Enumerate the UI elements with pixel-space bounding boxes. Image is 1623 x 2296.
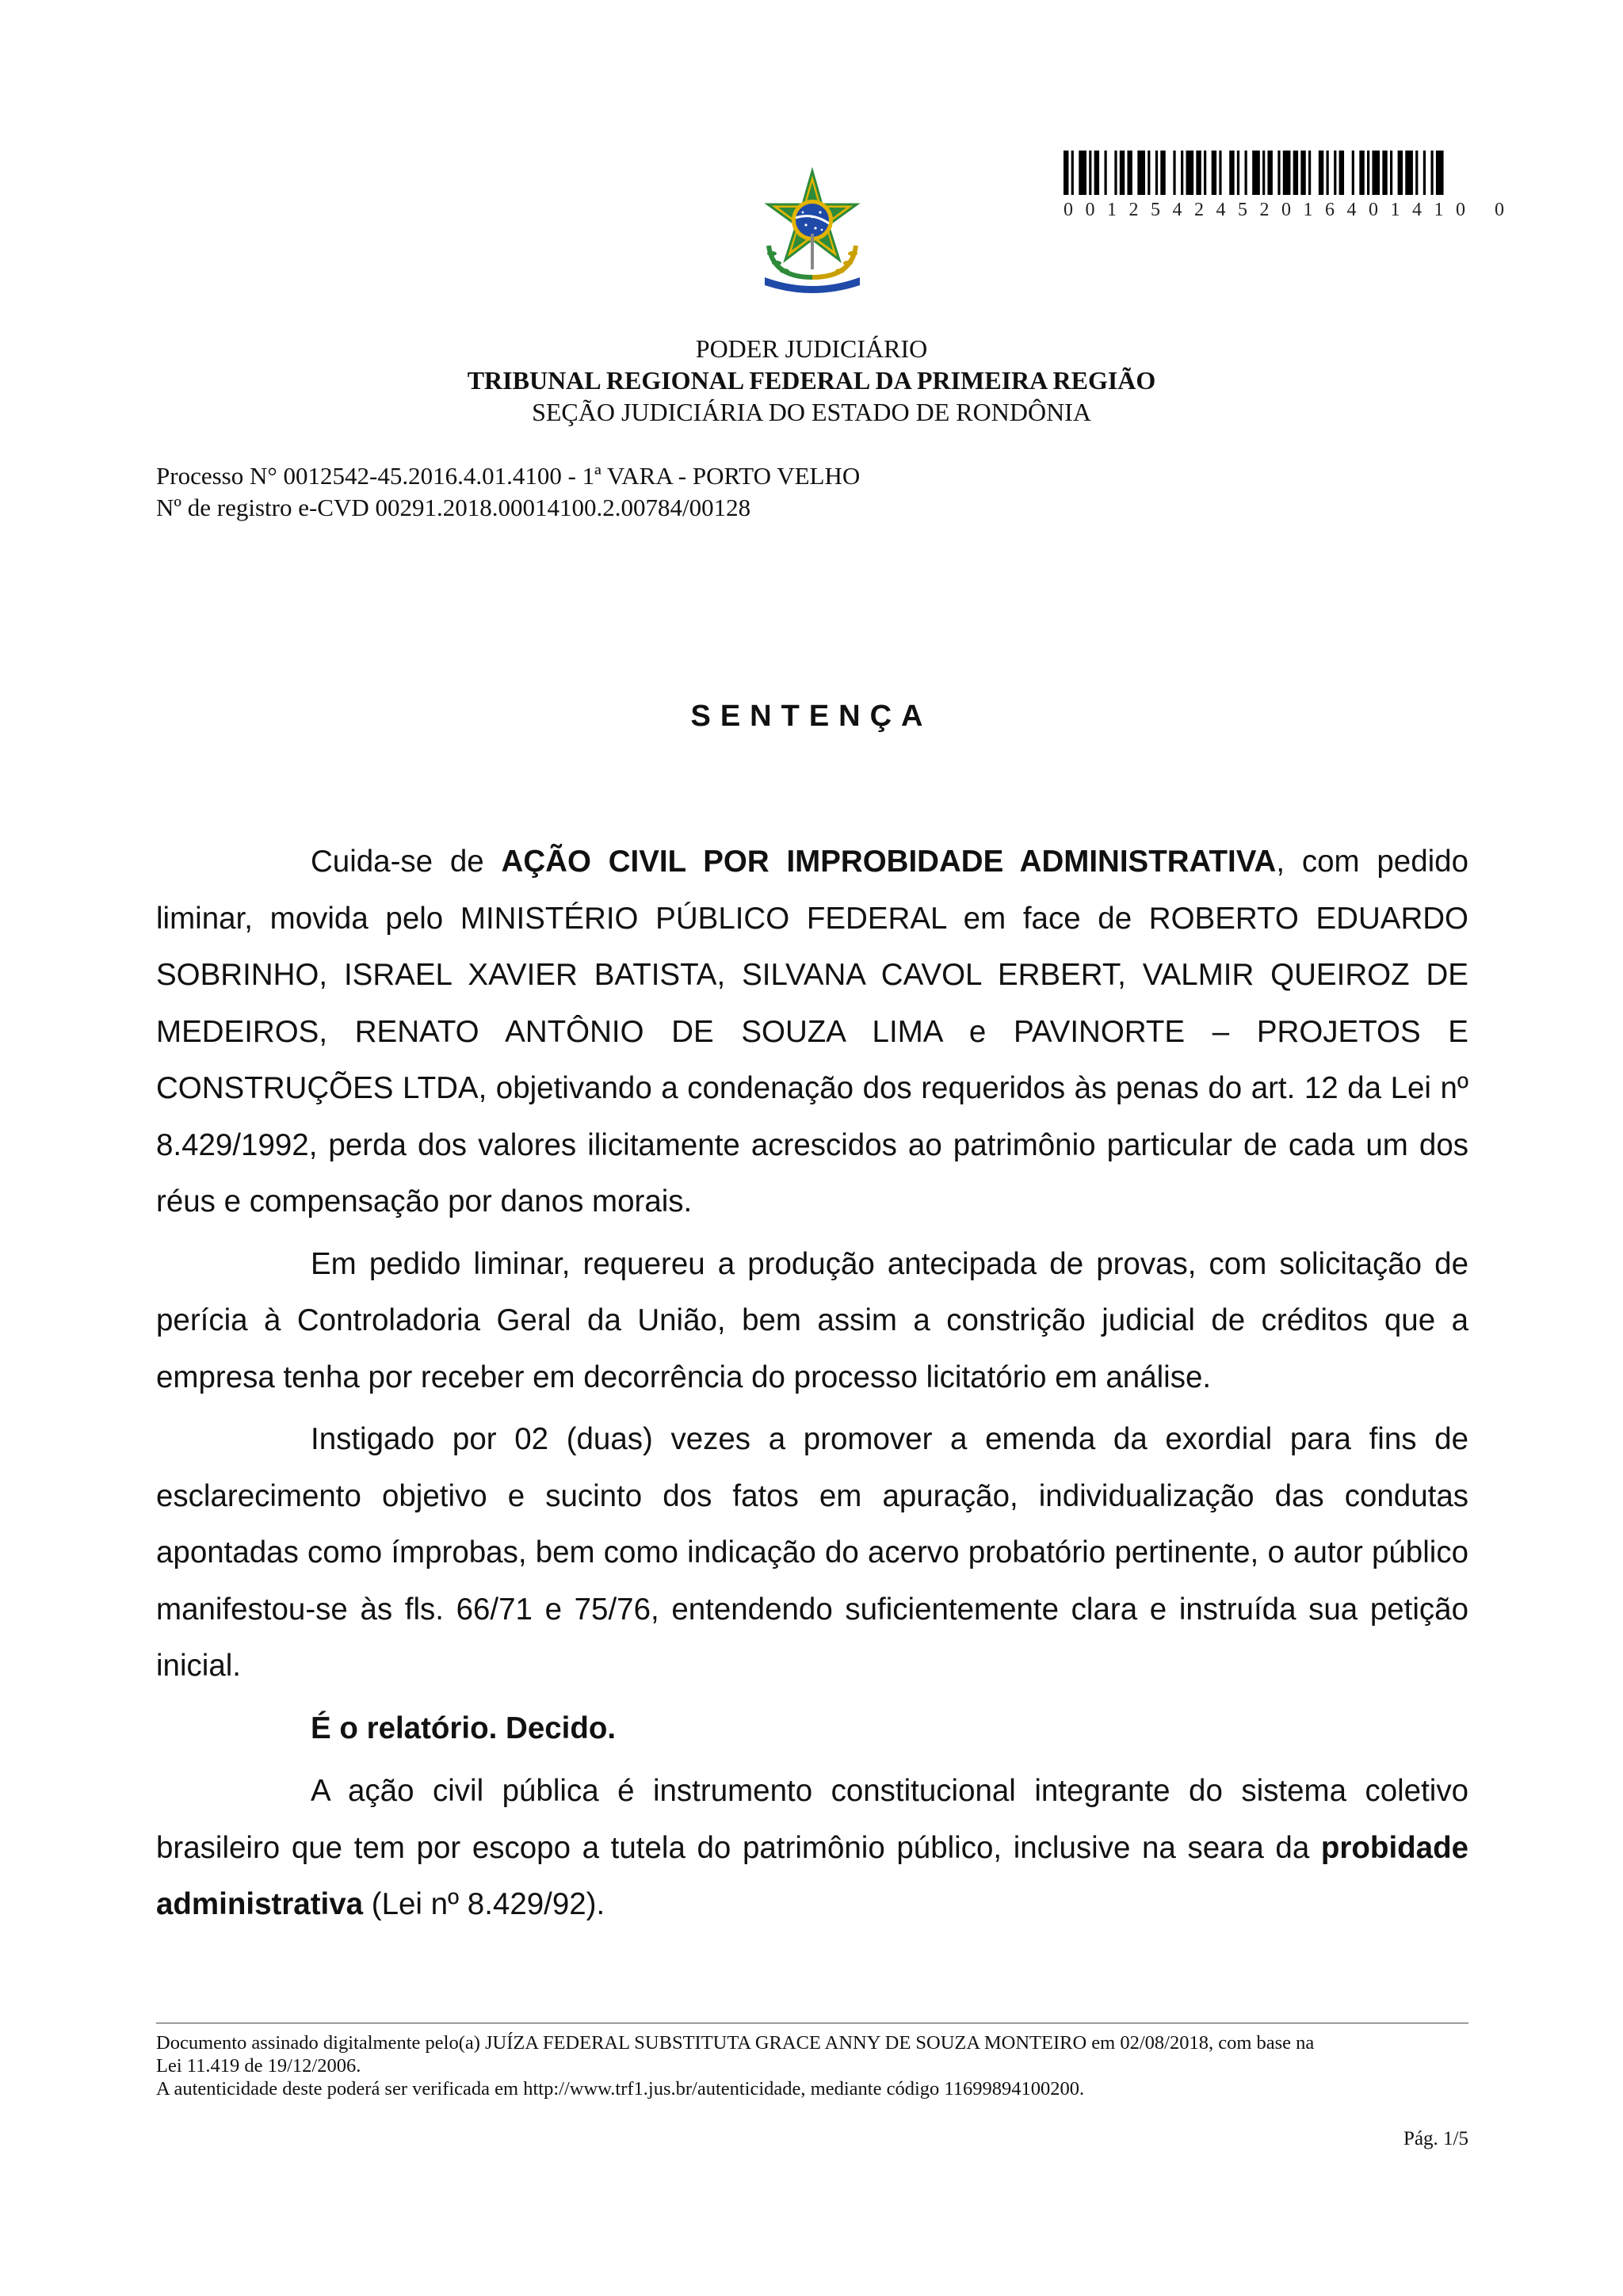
bold-action-type: AÇÃO CIVIL POR IMPROBIDADE ADMINISTRATIVA xyxy=(501,845,1277,879)
footer-line-2: Lei 11.419 de 19/12/2006. xyxy=(156,2055,361,2077)
barcode-digits: 0012542452016401410 0 xyxy=(1064,200,1517,220)
paragraph-relatorio: É o relatório. Decido. xyxy=(311,1711,617,1745)
process-number: Processo N° 0012542-45.2016.4.01.4100 - 1ª VARA - PORTO VELHO xyxy=(156,462,861,490)
document-title: SENTENÇA xyxy=(690,700,933,733)
header-secao: SEÇÃO JUDICIÁRIA DO ESTADO DE RONDÔNIA xyxy=(532,398,1091,426)
paragraph-5: A ação civil pública é instrumento constitucional integrante do sistema coletivo brasileiro que tem por escopo a tutela do patrimônio público, inclusive na seara da probidade administrativa (Lei nº 8.429/92). xyxy=(156,1774,1468,1921)
bold-probidade: probidade administrativa xyxy=(156,1830,1468,1921)
footer-signature-note xyxy=(156,2031,1468,2100)
footer-line-3: A autenticidade deste poderá ser verificada em http://www.trf1.jus.br/autenticidade, mediante código 11699894100200. xyxy=(156,2078,1085,2100)
paragraph-3: Instigado por 02 (duas) vezes a promover a emenda da exordial para fins de esclarecimento objetivo e sucinto dos fatos em apuração, individualização das condutas apontadas como ímprobas, bem como indicação do acervo probatório pertinente, o autor público manifestou-se às fls. 66/71 e 75/76, entendendo suficientemente clara e instruída sua petição inicial. xyxy=(156,1422,1468,1683)
document-body xyxy=(156,833,1468,1939)
brazil-coat-of-arms-icon xyxy=(745,158,880,293)
paragraph-1: Cuida-se de AÇÃO CIVIL POR IMPROBIDADE ADMINISTRATIVA, com pedido liminar, movida pelo MINISTÉRIO PÚBLICO FEDERAL em face de ROBERTO EDUARDO SOBRINHO, ISRAEL XAVIER BATISTA, SILVANA CAVOL ERBERT, VALMIR QUEIROZ DE MEDEIROS, RENATO ANTÔNIO DE SOUZA LIMA e PAVINORTE – PROJETOS E CONSTRUÇÕES LTDA, objetivando a condenação dos requeridos às penas do art. 12 da Lei nº 8.429/1992, perda dos valores ilicitamente acrescidos ao patrimônio particular de cada um dos réus e compensação por danos morais. xyxy=(156,845,1469,1219)
paragraph-2: Em pedido liminar, requereu a produção antecipada de provas, com solicitação de perícia à Controladoria Geral da União, bem assim a constrição judicial de créditos que a empresa tenha por receber em decorrência do processo licitatório em análise. xyxy=(156,1246,1468,1394)
barcode xyxy=(1064,151,1449,195)
header-poder-judiciario: PODER JUDICIÁRIO xyxy=(695,334,928,363)
footer-line-1: Documento assinado digitalmente pelo(a) JUÍZA FEDERAL SUBSTITUTA GRACE ANNY DE SOUZA MONTEIRO em 02/08/2018, com base na xyxy=(156,2032,1315,2054)
header-tribunal: TRIBUNAL REGIONAL FEDERAL DA PRIMEIRA REGIÃO xyxy=(467,366,1156,395)
page-number: Pág. 1/5 xyxy=(1403,2128,1468,2149)
registry-number: Nº de registro e-CVD 00291.2018.00014100.2.00784/00128 xyxy=(156,494,751,521)
